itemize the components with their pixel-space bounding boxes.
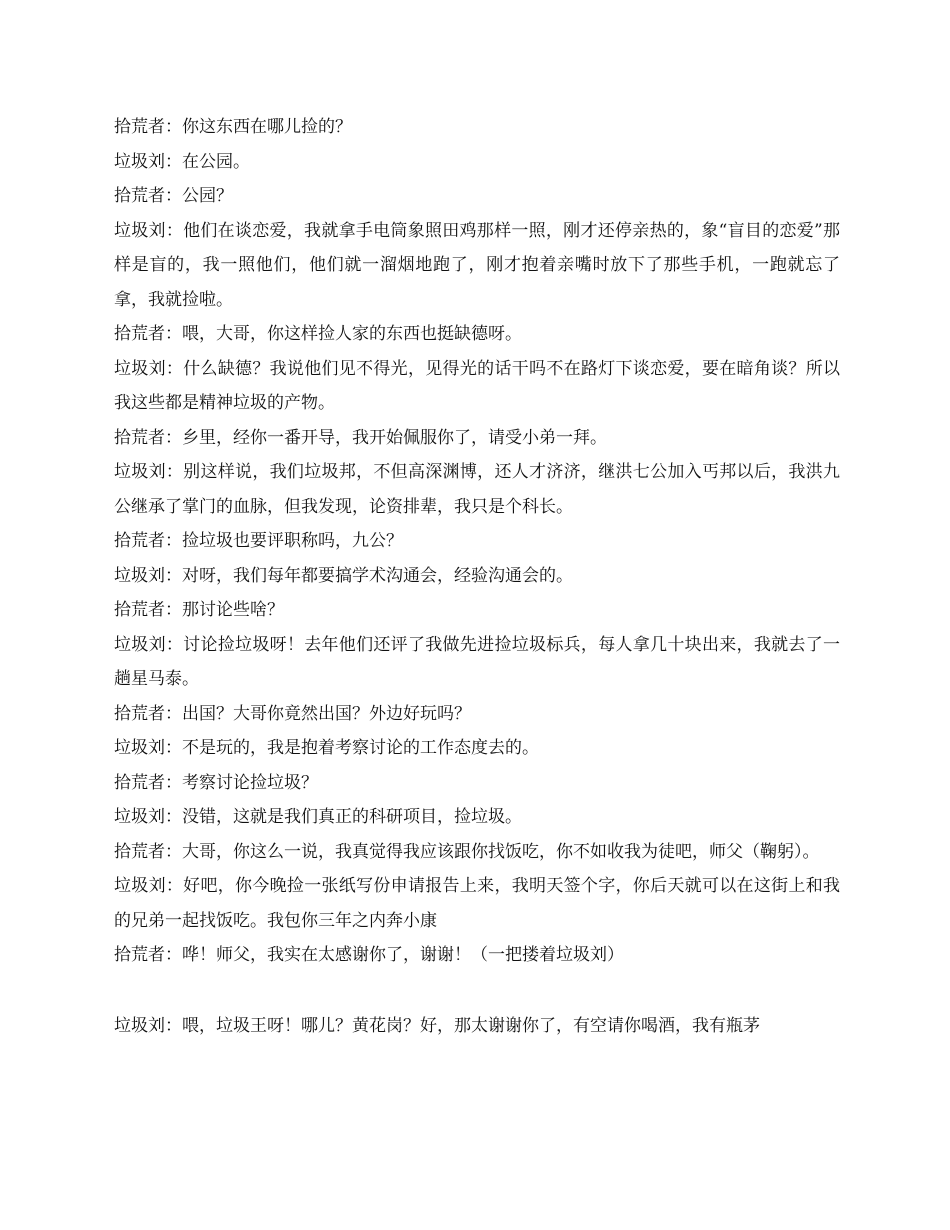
dialogue-line: 垃圾刘：没错，这就是我们真正的科研项目，捡垃圾。 — [114, 807, 522, 827]
dialogue-line: 拾荒者：考察讨论捡垃圾？ — [114, 772, 318, 793]
paragraph-gap — [114, 973, 840, 1009]
dialogue-line: 拾荒者：乡里，经你一番开导，我开始佩服你了，请受小弟一拜。 — [114, 427, 607, 448]
dialogue-line: 垃圾刘：什么缺德？我说他们见不得光，见得光的话干吗不在路灯下谈恋爱，要在暗角谈？所以我这些都是精神垃圾的产物。 — [114, 358, 840, 413]
dialogue-line: 拾荒者：你这东西在哪儿捡的？ — [114, 117, 352, 137]
dialogue-line: 垃圾刘：好吧，你今晚捡一张纸写份申请报告上来，我明天签个字，你后天就可以在这街上和我的兄弟一起找饭吃。我包你三年之内奔小康 — [114, 876, 840, 931]
dialogue-line: 垃圾刘：别这样说，我们垃圾邦，不但高深渊博，还人才济济，继洪七公加入丐邦以后，我洪九公继承了掌门的血脉，但我发现，论资排辈，我只是个科长。 — [114, 462, 840, 517]
dialogue-line: 拾荒者：那讨论些啥？ — [114, 600, 284, 620]
dialogue-line: 拾荒者：出国？大哥你竟然出国？外边好玩吗？ — [114, 703, 471, 724]
dialogue-line: 垃圾刘：讨论捡垃圾呀！去年他们还评了我做先进捡垃圾标兵，每人拿几十块出来，我就去了一趟星马泰。 — [114, 634, 840, 689]
dialogue-line: 垃圾刘：喂，垃圾王呀！哪儿？黄花岗？好，那太谢谢你了，有空请你喝酒，我有瓶茅 — [114, 1015, 760, 1036]
dialogue-line: 拾荒者：捡垃圾也要评职称吗，九公？ — [114, 531, 403, 551]
dialogue-line: 垃圾刘：他们在谈恋爱，我就拿手电筒象照田鸡那样一照，刚才还停亲热的，象“盲目的恋爱”那样是盲的，我一照他们，他们就一溜烟地跑了，刚才抱着亲嘴时放下了那些手机，一跑就忘了拿，我就捡啦。 — [114, 220, 840, 310]
dialogue-line: 垃圾刘：在公园。 — [114, 151, 250, 172]
dialogue-line: 拾荒者：喂，大哥，你这样捡人家的东西也挺缺德呀。 — [114, 324, 522, 344]
dialogue-line: 拾荒者：大哥，你这么一说，我真觉得我应该跟你找饭吃，你不如收我为徒吧，师父（鞠躬）。 — [114, 841, 820, 862]
dialogue-line: 垃圾刘：对呀，我们每年都要搞学术沟通会，经验沟通会的。 — [114, 565, 573, 586]
dialogue-line: 拾荒者：公园？ — [114, 186, 233, 206]
dialogue-line: 拾荒者：哗！师父，我实在太感谢你了，谢谢！（一把搂着垃圾刘） — [114, 945, 624, 965]
document-page — [114, 110, 840, 1043]
dialogue-line: 垃圾刘：不是玩的，我是抱着考察讨论的工作态度去的。 — [114, 738, 539, 758]
